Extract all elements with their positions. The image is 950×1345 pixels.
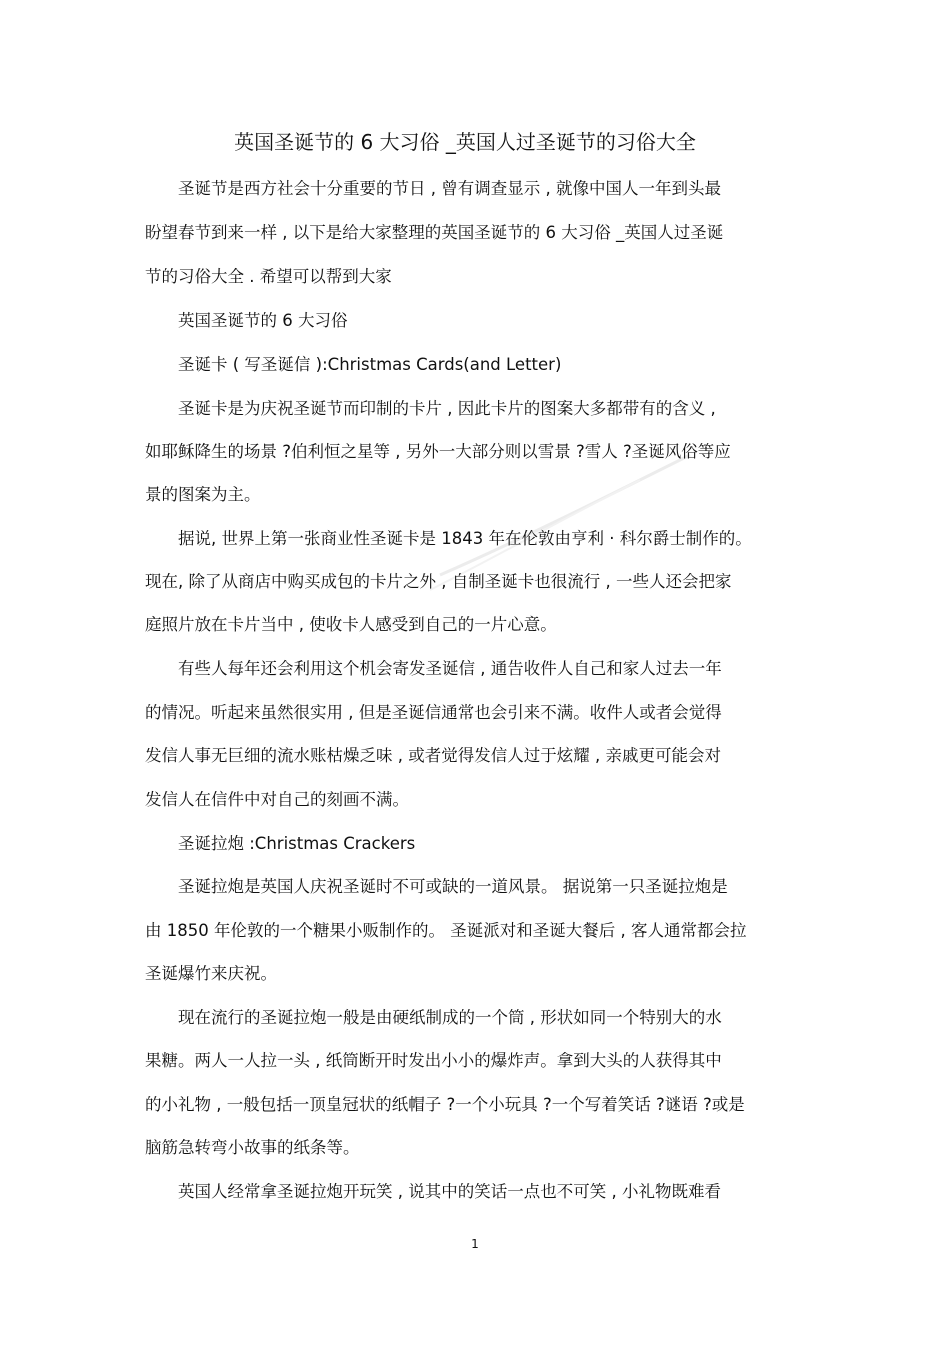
- paragraph-line: 果糖。两人一人拉一头 , 纸筒断开时发出小小的爆炸声。拿到大头的人获得其中: [145, 1051, 722, 1070]
- paragraph-line: 景的图案为主。: [145, 485, 261, 504]
- page-number: 1: [471, 1237, 479, 1251]
- paragraph-line: 现在流行的圣诞拉炮一般是由硬纸制成的一个筒 , 形状如同一个特别大的水: [178, 1008, 722, 1027]
- paragraph-line: 如耶稣降生的场景 ?伯利恒之星等 , 另外一大部分则以雪景 ?雪人 ?圣诞风俗等应: [145, 442, 731, 461]
- section-heading: 圣诞拉炮 :Christmas Crackers: [178, 834, 416, 853]
- paragraph-line: 圣诞卡是为庆祝圣诞节而印制的卡片 , 因此卡片的图案大多都带有的含义 ,: [178, 399, 716, 418]
- paragraph-line: 圣诞拉炮是英国人庆祝圣诞时不可或缺的一道风景。 据说第一只圣诞拉炮是: [178, 877, 728, 896]
- paragraph-line: 英国人经常拿圣诞拉炮开玩笑 , 说其中的笑话一点也不可笑 , 小礼物既难看: [178, 1182, 721, 1201]
- section-heading: 圣诞卡 ( 写圣诞信 ):Christmas Cards(and Letter): [178, 355, 562, 374]
- paragraph-line: 据说, 世界上第一张商业性圣诞卡是 1843 年在伦敦由亨利 · 科尔爵士制作的。: [178, 529, 752, 548]
- paragraph-line: 现在, 除了从商店中购买成包的卡片之外 , 自制圣诞卡也很流行 , 一些人还会把家: [145, 572, 732, 591]
- section-heading: 英国圣诞节的 6 大习俗: [178, 311, 348, 330]
- paragraph-line: 发信人在信件中对自己的刻画不满。: [145, 790, 409, 809]
- paragraph-line: 盼望春节到来一样 , 以下是给大家整理的英国圣诞节的 6 大习俗 _英国人过圣诞: [145, 223, 724, 242]
- paragraph-line: 发信人事无巨细的流水账枯燥乏味 , 或者觉得发信人过于炫耀 , 亲戚更可能会对: [145, 746, 721, 765]
- paragraph-line: 圣诞节是西方社会十分重要的节日 , 曾有调查显示 , 就像中国人一年到头最: [178, 179, 721, 198]
- document-title: 英国圣诞节的 6 大习俗 _英国人过圣诞节的习俗大全: [234, 130, 696, 154]
- paragraph-line: 节的习俗大全 . 希望可以帮到大家: [145, 267, 392, 286]
- paragraph-line: 由 1850 年伦敦的一个糖果小贩制作的。 圣诞派对和圣诞大餐后 , 客人通常都会拉: [145, 921, 747, 940]
- paragraph-line: 庭照片放在卡片当中 , 使收卡人感受到自己的一片心意。: [145, 615, 557, 634]
- paragraph-line: 的情况。听起来虽然很实用 , 但是圣诞信通常也会引来不满。收件人或者会觉得: [145, 703, 722, 722]
- paragraph-line: 脑筋急转弯小故事的纸条等。: [145, 1138, 360, 1157]
- paragraph-line: 圣诞爆竹来庆祝。: [145, 964, 277, 983]
- paragraph-line: 有些人每年还会利用这个机会寄发圣诞信 , 通告收件人自己和家人过去一年: [178, 659, 722, 678]
- paragraph-line: 的小礼物 , 一般包括一顶皇冠状的纸帽子 ?一个小玩具 ?一个写着笑话 ?谜语 ?或是: [145, 1095, 745, 1114]
